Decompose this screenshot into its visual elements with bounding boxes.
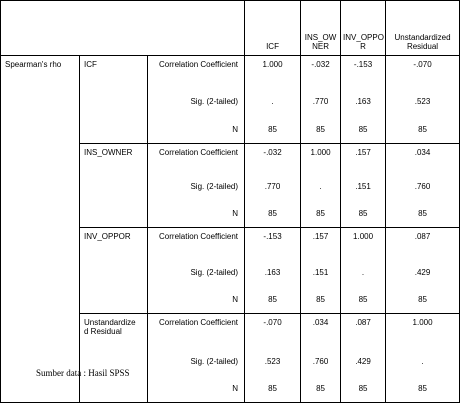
statistic-label: Correlation Coefficient <box>148 56 245 87</box>
table-cell: -.153 <box>245 228 301 258</box>
column-header: ICF <box>245 1 301 56</box>
table-cell: 1.000 <box>386 314 460 347</box>
statistic-label: N <box>148 201 245 228</box>
table-cell: 1.000 <box>341 228 386 258</box>
table-cell: 85 <box>301 201 341 228</box>
statistic-label: Sig. (2-tailed) <box>148 258 245 287</box>
table-cell: .760 <box>301 347 341 376</box>
statistic-label: Correlation Coefficient <box>148 228 245 258</box>
variable-label: Unstandardize d Residual <box>80 314 148 403</box>
table-cell: 85 <box>245 287 301 314</box>
statistic-label: N <box>148 287 245 314</box>
column-header: Unstandardized Residual <box>386 1 460 56</box>
table-cell: .523 <box>386 87 460 116</box>
table-cell: .157 <box>341 144 386 172</box>
table-cell: .770 <box>301 87 341 116</box>
column-header: INV_OPPO R <box>341 1 386 56</box>
table-cell: .163 <box>341 87 386 116</box>
table-cell: . <box>245 87 301 116</box>
table-cell: . <box>341 258 386 287</box>
table-cell: .163 <box>245 258 301 287</box>
variable-label: ICF <box>80 56 148 144</box>
statistic-label: N <box>148 376 245 403</box>
statistic-label: Correlation Coefficient <box>148 314 245 347</box>
statistic-label: Correlation Coefficient <box>148 144 245 172</box>
statistic-label: Sig. (2-tailed) <box>148 347 245 376</box>
table-cell: .087 <box>341 314 386 347</box>
table-cell: 85 <box>301 287 341 314</box>
table-cell: .151 <box>301 258 341 287</box>
table-cell: .770 <box>245 172 301 201</box>
table-cell: 85 <box>341 376 386 403</box>
table-cell: -.032 <box>301 56 341 87</box>
table-cell: 85 <box>245 376 301 403</box>
table-cell: 85 <box>245 201 301 228</box>
table-cell: .034 <box>386 144 460 172</box>
header-row <box>1 1 460 56</box>
row-header-spearman: Spearman's rho <box>1 56 80 403</box>
table-cell: . <box>386 347 460 376</box>
table-cell: 1.000 <box>245 56 301 87</box>
table-cell: . <box>301 172 341 201</box>
table-cell: 85 <box>341 116 386 144</box>
table-row <box>1 56 460 87</box>
table-cell: 85 <box>341 287 386 314</box>
table-cell: 85 <box>341 201 386 228</box>
table-cell: .151 <box>341 172 386 201</box>
column-header: INS_OW NER <box>301 1 341 56</box>
table-cell: .760 <box>386 172 460 201</box>
table-cell: .034 <box>301 314 341 347</box>
table-cell: -.070 <box>386 56 460 87</box>
table-cell: 85 <box>386 287 460 314</box>
table-cell: .087 <box>386 228 460 258</box>
table-cell: -.153 <box>341 56 386 87</box>
statistic-label: N <box>148 116 245 144</box>
table-cell: 85 <box>386 376 460 403</box>
statistic-label: Sig. (2-tailed) <box>148 87 245 116</box>
statistic-label: Sig. (2-tailed) <box>148 172 245 201</box>
table-cell: .523 <box>245 347 301 376</box>
table-cell: 85 <box>386 201 460 228</box>
table-cell: .157 <box>301 228 341 258</box>
table-cell: 85 <box>301 376 341 403</box>
table-cell: .429 <box>341 347 386 376</box>
variable-label: INS_OWNER <box>80 144 148 228</box>
table-cell: 85 <box>386 116 460 144</box>
variable-label: INV_OPPOR <box>80 228 148 314</box>
table-cell: .429 <box>386 258 460 287</box>
table-cell: 85 <box>301 116 341 144</box>
corner-cell <box>1 1 245 56</box>
source-note: Sumber data : Hasil SPSS <box>36 368 130 378</box>
table-cell: -.032 <box>245 144 301 172</box>
table-cell: 85 <box>245 116 301 144</box>
table-cell: 1.000 <box>301 144 341 172</box>
table-cell: -.070 <box>245 314 301 347</box>
